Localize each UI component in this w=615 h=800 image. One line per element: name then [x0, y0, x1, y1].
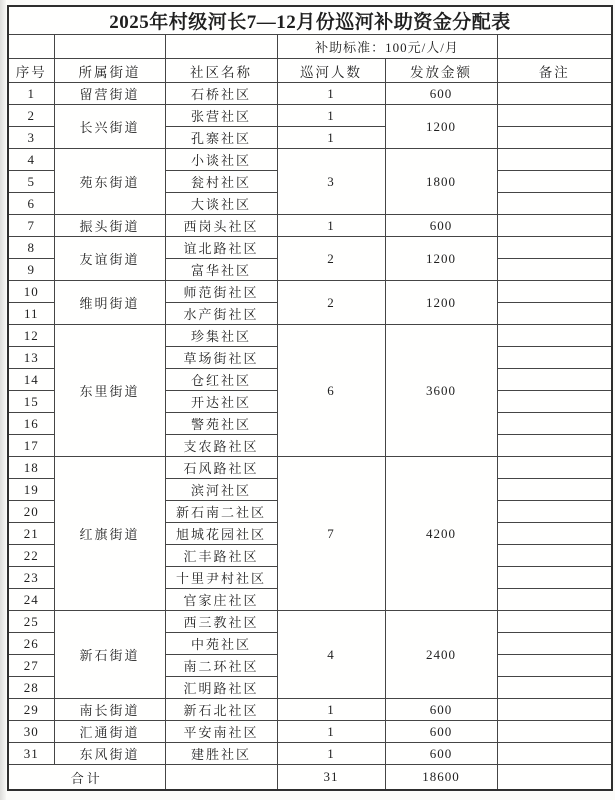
serial-cell: 26	[8, 633, 54, 655]
serial-cell: 24	[8, 589, 54, 611]
serial-cell: 2	[8, 105, 54, 127]
title-row	[8, 6, 612, 35]
remark-cell	[497, 413, 612, 435]
table-row	[8, 83, 612, 105]
total-amount-cell: 18600	[385, 765, 497, 791]
community-cell: 警苑社区	[165, 413, 277, 435]
street-cell: 汇通街道	[54, 721, 165, 743]
community-cell: 西岗头社区	[165, 215, 277, 237]
table-row	[8, 215, 612, 237]
street-cell: 长兴街道	[54, 105, 165, 149]
remark-cell	[497, 567, 612, 589]
remark-cell	[497, 369, 612, 391]
table-row	[8, 611, 612, 633]
street-cell: 南长街道	[54, 699, 165, 721]
amount-cell: 600	[385, 721, 497, 743]
remark-cell	[497, 237, 612, 259]
community-cell: 大谈社区	[165, 193, 277, 215]
amount-cell: 1200	[385, 281, 497, 325]
table-row	[8, 699, 612, 721]
column-header-patrollers: 巡河人数	[277, 59, 385, 83]
community-cell: 汇明路社区	[165, 677, 277, 699]
remark-cell	[497, 743, 612, 765]
table-row	[8, 325, 612, 347]
total-remark-cell	[497, 765, 612, 791]
subtitle-empty-cell	[165, 35, 277, 59]
street-cell: 红旗街道	[54, 457, 165, 611]
serial-cell: 13	[8, 347, 54, 369]
street-cell: 苑东街道	[54, 149, 165, 215]
subtitle-empty-cell	[8, 35, 54, 59]
community-cell: 平安南社区	[165, 721, 277, 743]
patrol-count-cell: 7	[277, 457, 385, 611]
serial-cell: 18	[8, 457, 54, 479]
community-cell: 富华社区	[165, 259, 277, 281]
table-row	[8, 149, 612, 171]
column-header-row	[8, 59, 612, 83]
remark-cell	[497, 259, 612, 281]
total-row	[8, 765, 612, 791]
remark-cell	[497, 655, 612, 677]
remark-cell	[497, 281, 612, 303]
serial-cell: 21	[8, 523, 54, 545]
community-cell: 汇丰路社区	[165, 545, 277, 567]
remark-cell	[497, 127, 612, 149]
street-cell: 维明街道	[54, 281, 165, 325]
column-header-community: 社区名称	[165, 59, 277, 83]
serial-cell: 7	[8, 215, 54, 237]
column-header-street: 所属街道	[54, 59, 165, 83]
serial-cell: 23	[8, 567, 54, 589]
street-cell: 新石街道	[54, 611, 165, 699]
community-cell: 师范街社区	[165, 281, 277, 303]
remark-cell	[497, 391, 612, 413]
serial-cell: 27	[8, 655, 54, 677]
street-cell: 振头街道	[54, 215, 165, 237]
community-cell: 西三教社区	[165, 611, 277, 633]
community-cell: 开达社区	[165, 391, 277, 413]
community-cell: 瓮村社区	[165, 171, 277, 193]
community-cell: 草场街社区	[165, 347, 277, 369]
patrol-count-cell: 4	[277, 611, 385, 699]
remark-cell	[497, 435, 612, 457]
serial-cell: 15	[8, 391, 54, 413]
community-cell: 中苑社区	[165, 633, 277, 655]
remark-cell	[497, 83, 612, 105]
serial-cell: 14	[8, 369, 54, 391]
total-patrollers-cell: 31	[277, 765, 385, 791]
patrol-count-cell: 1	[277, 127, 385, 149]
street-cell: 友谊街道	[54, 237, 165, 281]
serial-cell: 3	[8, 127, 54, 149]
community-cell: 建胜社区	[165, 743, 277, 765]
remark-cell	[497, 105, 612, 127]
remark-cell	[497, 589, 612, 611]
serial-cell: 17	[8, 435, 54, 457]
amount-cell: 4200	[385, 457, 497, 611]
street-cell: 东里街道	[54, 325, 165, 457]
patrol-count-cell: 1	[277, 83, 385, 105]
patrol-count-cell: 1	[277, 215, 385, 237]
amount-cell: 2400	[385, 611, 497, 699]
community-cell: 小谈社区	[165, 149, 277, 171]
serial-cell: 20	[8, 501, 54, 523]
table-row	[8, 281, 612, 303]
street-cell: 留营街道	[54, 83, 165, 105]
remark-cell	[497, 699, 612, 721]
table-row	[8, 457, 612, 479]
community-cell: 孔寨社区	[165, 127, 277, 149]
remark-cell	[497, 479, 612, 501]
remark-cell	[497, 611, 612, 633]
amount-cell: 1200	[385, 105, 497, 149]
table-body	[8, 83, 612, 765]
serial-cell: 4	[8, 149, 54, 171]
serial-cell: 8	[8, 237, 54, 259]
subtitle-empty-cell	[54, 35, 165, 59]
serial-cell: 30	[8, 721, 54, 743]
total-empty-community-cell	[165, 765, 277, 791]
patrol-count-cell: 1	[277, 721, 385, 743]
community-cell: 支农路社区	[165, 435, 277, 457]
remark-cell	[497, 325, 612, 347]
community-cell: 官家庄社区	[165, 589, 277, 611]
street-cell: 东风街道	[54, 743, 165, 765]
amount-cell: 1800	[385, 149, 497, 215]
community-cell: 谊北路社区	[165, 237, 277, 259]
serial-cell: 31	[8, 743, 54, 765]
remark-cell	[497, 523, 612, 545]
patrol-count-cell: 3	[277, 149, 385, 215]
subsidy-standard-row	[8, 35, 612, 59]
community-cell: 石风路社区	[165, 457, 277, 479]
table-row	[8, 743, 612, 765]
serial-cell: 6	[8, 193, 54, 215]
serial-cell: 19	[8, 479, 54, 501]
remark-cell	[497, 303, 612, 325]
community-cell: 滨河社区	[165, 479, 277, 501]
patrol-count-cell: 6	[277, 325, 385, 457]
patrol-count-cell: 2	[277, 281, 385, 325]
remark-cell	[497, 677, 612, 699]
amount-cell: 600	[385, 743, 497, 765]
serial-cell: 5	[8, 171, 54, 193]
amount-cell: 1200	[385, 237, 497, 281]
remark-cell	[497, 171, 612, 193]
community-cell: 南二环社区	[165, 655, 277, 677]
subtitle-empty-cell	[497, 35, 612, 59]
serial-cell: 10	[8, 281, 54, 303]
community-cell: 新石北社区	[165, 699, 277, 721]
remark-cell	[497, 457, 612, 479]
community-cell: 旭城花园社区	[165, 523, 277, 545]
serial-cell: 11	[8, 303, 54, 325]
amount-cell: 600	[385, 83, 497, 105]
serial-cell: 29	[8, 699, 54, 721]
serial-cell: 12	[8, 325, 54, 347]
table-row	[8, 105, 612, 127]
serial-cell: 16	[8, 413, 54, 435]
serial-cell: 22	[8, 545, 54, 567]
patrol-count-cell: 1	[277, 105, 385, 127]
remark-cell	[497, 545, 612, 567]
remark-cell	[497, 347, 612, 369]
community-cell: 水产街社区	[165, 303, 277, 325]
remark-cell	[497, 193, 612, 215]
serial-cell: 9	[8, 259, 54, 281]
serial-cell: 25	[8, 611, 54, 633]
patrol-count-cell: 1	[277, 743, 385, 765]
table-row	[8, 237, 612, 259]
community-cell: 仓红社区	[165, 369, 277, 391]
remark-cell	[497, 501, 612, 523]
community-cell: 十里尹村社区	[165, 567, 277, 589]
serial-cell: 1	[8, 83, 54, 105]
patrol-count-cell: 2	[277, 237, 385, 281]
table-title: 2025年村级河长7—12月份巡河补助资金分配表	[8, 6, 612, 35]
remark-cell	[497, 721, 612, 743]
community-cell: 珍集社区	[165, 325, 277, 347]
community-cell: 新石南二社区	[165, 501, 277, 523]
page-edge-shadow	[0, 0, 6, 800]
column-header-amount: 发放金额	[385, 59, 497, 83]
remark-cell	[497, 215, 612, 237]
patrol-count-cell: 1	[277, 699, 385, 721]
column-header-serial: 序号	[8, 59, 54, 83]
remark-cell	[497, 149, 612, 171]
subsidy-allocation-table	[7, 5, 613, 791]
column-header-remark: 备注	[497, 59, 612, 83]
subsidy-standard-note: 补助标准：100元/人/月	[277, 35, 497, 59]
serial-cell: 28	[8, 677, 54, 699]
community-cell: 石桥社区	[165, 83, 277, 105]
table-row	[8, 721, 612, 743]
total-label-cell: 合计	[8, 765, 165, 791]
amount-cell: 600	[385, 215, 497, 237]
remark-cell	[497, 633, 612, 655]
community-cell: 张营社区	[165, 105, 277, 127]
amount-cell: 3600	[385, 325, 497, 457]
amount-cell: 600	[385, 699, 497, 721]
